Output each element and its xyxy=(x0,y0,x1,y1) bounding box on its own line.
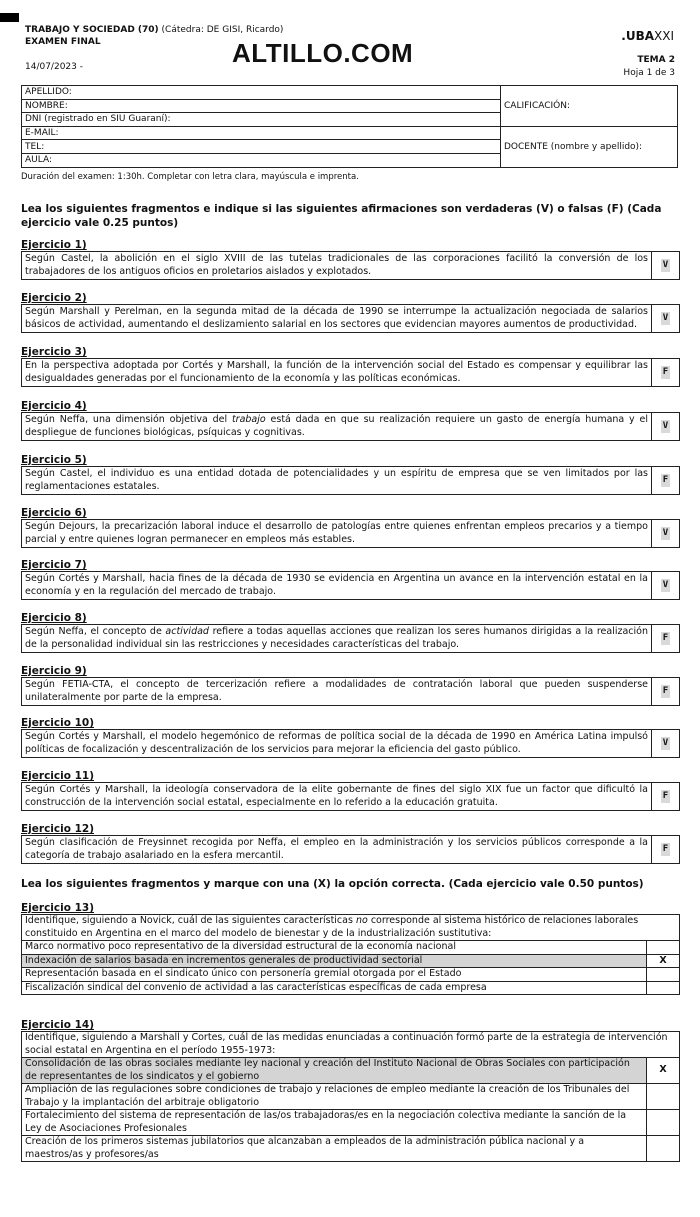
question-part: corresponde al sistema histórico de relaciones laborales constituido en Argentina en el marco del modelo de bienestar y de la industrialización sustitutiva: xyxy=(25,915,639,939)
exercise-statement: Según Cortés y Marshall, la ideología conservadora de la elite gobernante de fines del siglo XIX fue un factor que dificultó la construcción de la intervención social estatal, especialmente en lo referido a la educación gratuita. xyxy=(25,784,648,808)
exercise-statement xyxy=(22,413,651,440)
statement-emphasis: trabajo xyxy=(231,414,266,425)
option-text: Ampliación de las regulaciones sobre condiciones de trabajo y relaciones de empleo mediante la creación de los Tribunales del Trabajo y la implantación del arbitraje obligatorio xyxy=(22,1084,647,1110)
options-table xyxy=(21,1031,680,1162)
exercise-statement: Según Marshall y Perelman, en la segunda mitad de la década de 1990 se interrumpe la actualización negociada de salarios básicos de actividad, aumentando el deslizamiento salarial en los sectores que evidencian mayores aumentos de productividad. xyxy=(25,306,648,330)
question-part: Identifique, siguiendo a Novick, cuál de las siguientes características xyxy=(25,915,356,926)
exercise-3 xyxy=(21,346,680,387)
option-row xyxy=(22,1084,680,1110)
answer-box[interactable] xyxy=(651,359,679,386)
exercise-statement: Según Cortés y Marshall, el modelo hegemónico de reformas de política social de la década de 1990 en América Latina impulsó políticas de focalización y descentralización de los servicios para mejorar la eficiencia del gasto público. xyxy=(25,731,648,755)
calificacion-field[interactable]: CALIFICACIÓN: xyxy=(501,86,678,127)
option-text: Indexación de salarios basada en incrementos generales de productividad sectorial xyxy=(22,954,647,968)
dni-field[interactable]: DNI (registrado en SIU Guaraní): xyxy=(22,113,501,127)
exercise-8 xyxy=(21,612,680,653)
option-text: Marco normativo poco representativo de la diversidad estructural de la economía nacional xyxy=(22,941,647,955)
exercise-9 xyxy=(21,665,680,706)
answer-box[interactable] xyxy=(651,783,679,810)
answer-box[interactable] xyxy=(651,305,679,332)
options-table xyxy=(21,914,680,995)
answer-box[interactable] xyxy=(651,467,679,494)
exercise-statement: Según FETIA-CTA, el concepto de tercerización refiere a modalidades de contratación laboral que pueden suspenderse unilateralmente por parte de la empresa. xyxy=(25,679,648,703)
answer-box[interactable] xyxy=(651,678,679,705)
option-row xyxy=(22,1058,680,1084)
answer-mark: V xyxy=(662,421,669,432)
option-text: Consolidación de las obras sociales mediante ley nacional y creación del Instituto Nacional de Obras Sociales con participación de representantes de los sindicatos y el gobierno xyxy=(22,1058,647,1084)
statement-part: Según Neffa, una dimensión objetiva del xyxy=(25,414,232,425)
student-info-table xyxy=(21,85,678,168)
apellido-field[interactable]: APELLIDO: xyxy=(22,86,501,100)
mc-instructions: Lea los siguientes fragmentos y marque con una (X) la opción correcta. (Cada ejercicio vale 0.50 puntos) xyxy=(21,878,644,890)
answer-box[interactable] xyxy=(651,836,679,863)
answer-box[interactable] xyxy=(651,520,679,547)
option-row xyxy=(22,981,680,995)
question-text xyxy=(22,915,680,941)
exercise-title: Ejercicio 7) xyxy=(21,559,87,571)
option-mark[interactable] xyxy=(647,1110,680,1136)
exercise-title: Ejercicio 9) xyxy=(21,665,87,677)
option-row xyxy=(22,1136,680,1162)
option-row xyxy=(22,941,680,955)
page-counter: Hoja 1 de 3 xyxy=(623,68,675,78)
answer-mark: V xyxy=(662,313,669,324)
exercise-14 xyxy=(21,1019,680,1162)
exercise-1 xyxy=(21,239,680,280)
option-row xyxy=(22,968,680,982)
exercise-title: Ejercicio 12) xyxy=(21,823,94,835)
docente-field[interactable]: DOCENTE (nombre y apellido): xyxy=(501,126,678,167)
exercise-title: Ejercicio 13) xyxy=(21,902,94,914)
exam-date: 14/07/2023 - xyxy=(25,62,83,72)
option-row xyxy=(22,954,680,968)
nombre-field[interactable]: NOMBRE: xyxy=(22,99,501,113)
watermark-text: ALTILLO.COM xyxy=(232,38,414,68)
exercise-7 xyxy=(21,559,680,600)
exam-duration: Duración del examen: 1:30h. Completar con letra clara, mayúscula e imprenta. xyxy=(21,172,359,182)
statement-part: está dada en que su realización requiere un gasto de energía humana y el despliegue de funciones biológicas, psíquicas y cognitivas. xyxy=(25,414,648,438)
exercise-12 xyxy=(21,823,680,864)
catedra: (Cátedra: DE GISI, Ricardo) xyxy=(161,25,284,35)
exercise-statement: Según Castel, el individuo es una entidad dotada de potencialidades y un espíritu de empresa que se ven limitados por las reglamentaciones estatales. xyxy=(25,468,648,492)
exercise-title: Ejercicio 6) xyxy=(21,507,87,519)
option-text: Creación de los primeros sistemas jubilatorios que alcanzaban a empleados de la administración pública nacional y a maestros/as y profesores/as xyxy=(22,1136,647,1162)
option-mark[interactable]: X xyxy=(647,1058,680,1084)
corner-mark xyxy=(0,13,19,22)
exercise-statement: Según clasificación de Freysinnet recogida por Neffa, el empleo en la administración y los servicios públicos corresponde a la categoría de trabajo asalariado en la esfera mercantil. xyxy=(25,837,648,861)
exercise-13 xyxy=(21,902,680,995)
exercise-statement: Según Dejours, la precarización laboral induce el desarrollo de patologías entre quienes enfrentan empleos precarios y a tiempo parcial y entre quienes logran permanecer en empleos más estables. xyxy=(25,521,648,545)
answer-mark: V xyxy=(662,528,669,539)
exercise-6 xyxy=(21,507,680,548)
uba-logo-bold: .UBA xyxy=(621,29,655,43)
answer-mark: V xyxy=(662,580,669,591)
exercise-title: Ejercicio 14) xyxy=(21,1019,94,1031)
option-mark[interactable] xyxy=(647,981,680,995)
exercise-11 xyxy=(21,770,680,811)
option-mark[interactable] xyxy=(647,1136,680,1162)
option-mark[interactable] xyxy=(647,968,680,982)
answer-box[interactable] xyxy=(651,413,679,440)
email-field[interactable]: E-MAIL: xyxy=(22,126,501,140)
tema-block xyxy=(623,54,675,80)
option-text: Fiscalización sindical del convenio de actividad a las características específicas de cada empresa xyxy=(22,981,647,995)
exercise-statement: Según Cortés y Marshall, hacia fines de la década de 1930 se evidencia en Argentina un avance en la intervención estatal en la economía y en la regulación del mercado de trabajo. xyxy=(25,573,648,597)
exercise-10 xyxy=(21,717,680,758)
question-text: Identifique, siguiendo a Marshall y Cortes, cuál de las medidas enunciadas a continuación formó parte de la estrategia de intervención social estatal en Argentina en el período 1955-1973: xyxy=(22,1032,680,1058)
answer-mark: F xyxy=(662,844,669,855)
exercise-title: Ejercicio 11) xyxy=(21,770,94,782)
uba-logo xyxy=(621,29,674,43)
statement-part: Según Neffa, el concepto de xyxy=(25,626,166,637)
question-emphasis: no xyxy=(355,915,368,926)
exercise-title: Ejercicio 3) xyxy=(21,346,87,358)
exercise-title: Ejercicio 4) xyxy=(21,400,87,412)
option-text: Fortalecimiento del sistema de representación de las/os trabajadoras/es en la negociación colectiva mediante la sanción de la Ley de Asociaciones Profesionales xyxy=(22,1110,647,1136)
vf-instructions: Lea los siguientes fragmentos e indique si las siguientes afirmaciones son verdaderas (V) o falsas (F) (Cada ejercicio vale 0.25 puntos) xyxy=(21,203,662,229)
answer-mark: V xyxy=(662,738,669,749)
course-title: TRABAJO Y SOCIEDAD (70) xyxy=(25,25,159,35)
exercise-title: Ejercicio 2) xyxy=(21,292,87,304)
exercise-statement xyxy=(22,625,651,652)
exam-type: EXAMEN FINAL xyxy=(25,37,101,47)
answer-mark: F xyxy=(662,633,669,644)
statement-part: refiere a todas aquellas acciones que realizan los seres humanos dirigidas a la realización de la personalidad individual sin las restricciones y necesidades características del trabajo. xyxy=(25,626,648,650)
answer-box[interactable] xyxy=(651,252,679,279)
exercise-title: Ejercicio 10) xyxy=(21,717,94,729)
tel-field[interactable]: TEL: xyxy=(22,140,501,154)
exercise-statement: En la perspectiva adoptada por Cortés y Marshall, la función de la intervención social del Estado es compensar y equilibrar las desigualdades generadas por el funcionamiento de la economía y las políticas económicas. xyxy=(25,360,648,384)
answer-mark: F xyxy=(662,367,669,378)
tema-label: TEMA 2 xyxy=(637,55,675,65)
statement-emphasis: actividad xyxy=(165,626,209,637)
answer-mark: F xyxy=(662,791,669,802)
exercise-2 xyxy=(21,292,680,333)
option-mark[interactable]: X xyxy=(647,954,680,968)
uba-logo-suffix: XXI xyxy=(654,29,674,43)
aula-field[interactable]: AULA: xyxy=(22,153,501,167)
answer-box[interactable] xyxy=(651,730,679,757)
option-row xyxy=(22,1110,680,1136)
exercise-title: Ejercicio 1) xyxy=(21,239,87,251)
option-text: Representación basada en el sindicato único con personería gremial otorgada por el Estado xyxy=(22,968,647,982)
answer-mark: V xyxy=(662,260,669,271)
option-mark[interactable] xyxy=(647,1084,680,1110)
exercise-5 xyxy=(21,454,680,495)
option-mark[interactable] xyxy=(647,941,680,955)
answer-mark: F xyxy=(662,686,669,697)
exercise-title: Ejercicio 5) xyxy=(21,454,87,466)
exercise-4 xyxy=(21,400,680,441)
answer-box[interactable] xyxy=(651,572,679,599)
answer-mark: F xyxy=(662,475,669,486)
exercise-statement: Según Castel, la abolición en el siglo XVIII de las tutelas tradicionales de las corporaciones facilitó la conversión de los trabajadores de los antiguos oficios en proletarios aislados y explotados. xyxy=(25,253,648,277)
answer-box[interactable] xyxy=(651,625,679,652)
exercise-title: Ejercicio 8) xyxy=(21,612,87,624)
